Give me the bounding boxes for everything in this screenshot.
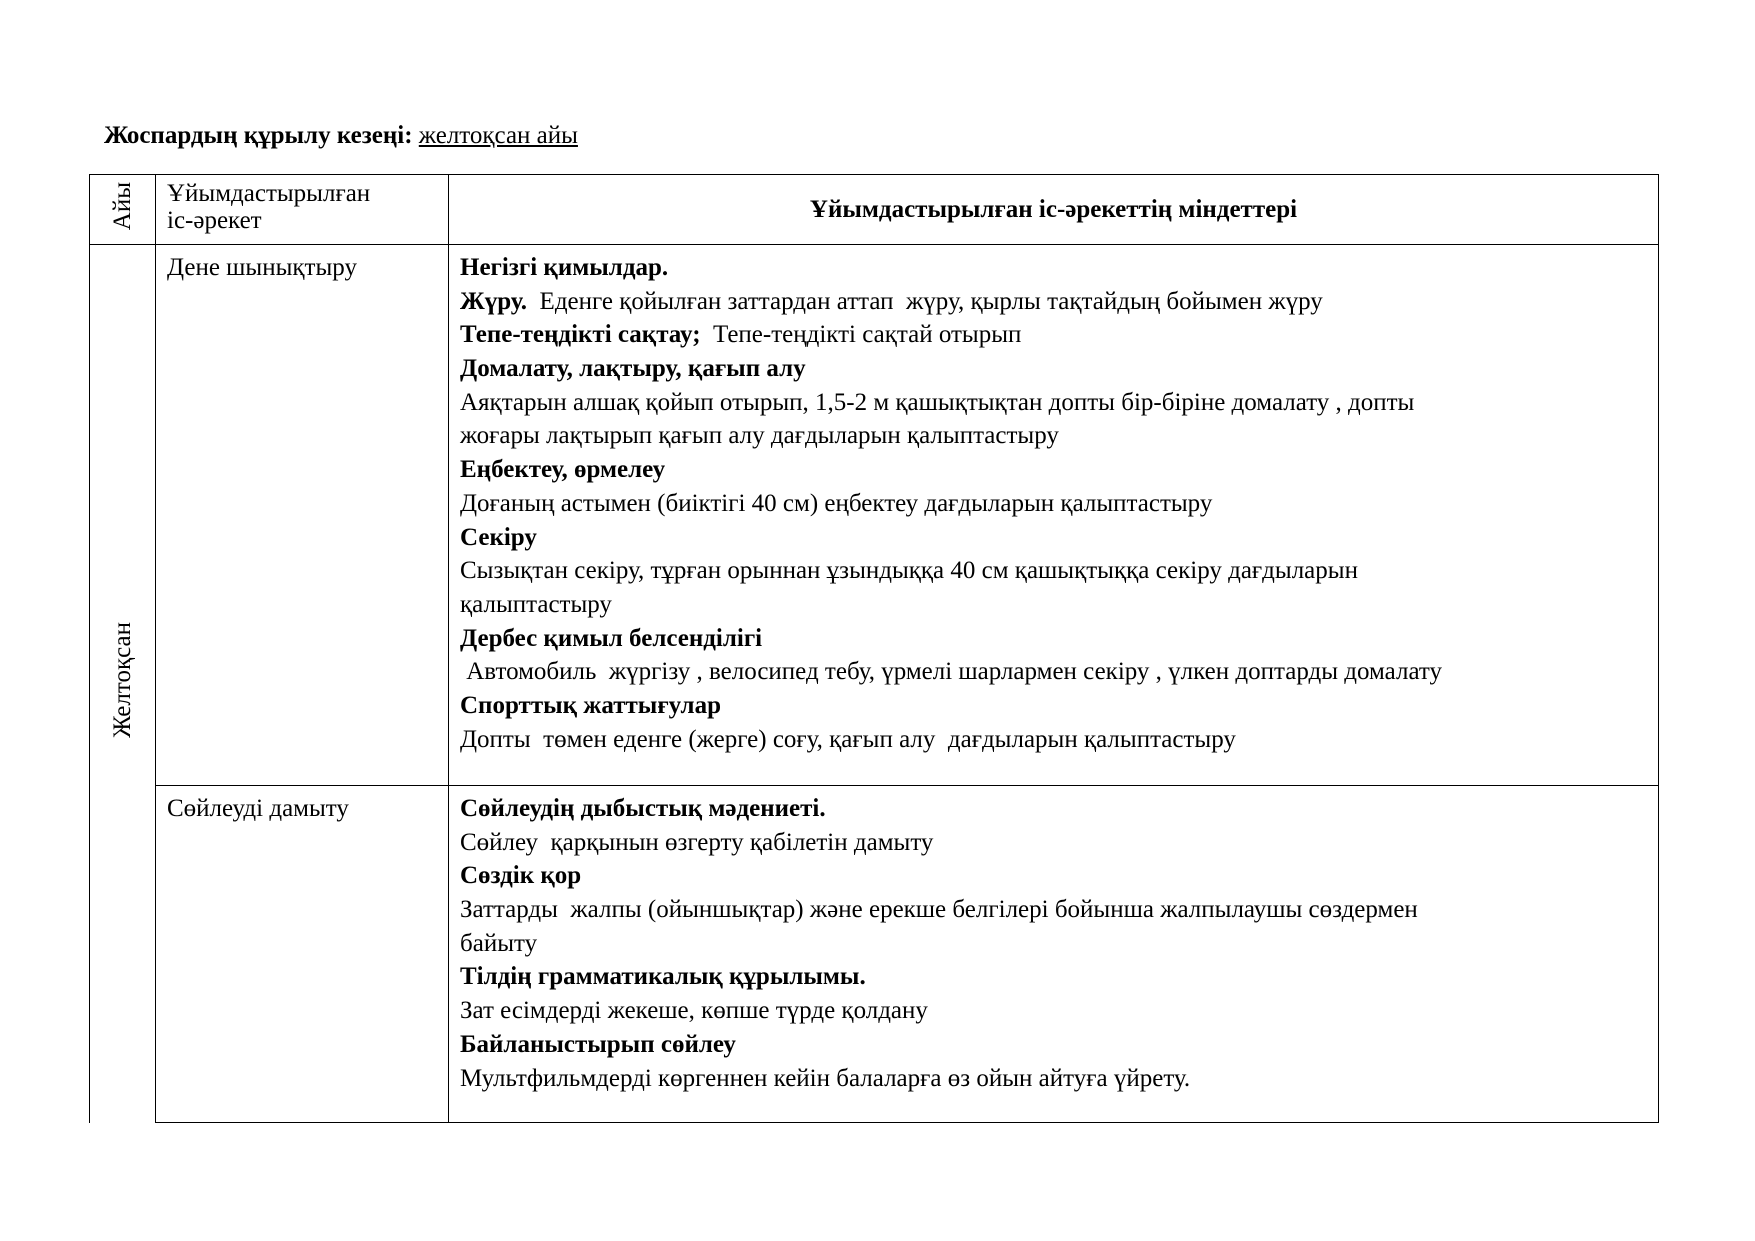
task-section-heading: Байланыстырып сөйлеу	[460, 1030, 736, 1058]
task-line: қалыптастыру	[460, 590, 612, 618]
task-section-heading: Сөздік қор	[460, 862, 582, 890]
task-line	[460, 285, 1658, 319]
plan-period-heading	[104, 119, 578, 153]
task-line	[460, 318, 1658, 352]
table-header-row	[90, 175, 1659, 245]
activity-header-line: іс-әрекет	[167, 207, 262, 234]
task-line: Заттарды жалпы (ойыншықтар) және ерекше белгілері бойынша жалпылаушы сөздермен	[460, 896, 1418, 924]
activity-cell: Дене шынықтыру	[156, 245, 449, 786]
activity-cell: Сөйлеуді дамыту	[156, 786, 449, 1123]
table-row	[90, 245, 1659, 786]
task-line-bold-part: Жүру.	[460, 287, 528, 315]
task-line-bold-part: Тепе-теңдікті сақтау;	[460, 321, 701, 349]
plan-period-value: желтоқсан айы	[418, 122, 578, 149]
task-line: Сызықтан секіру, тұрған орыннан ұзындыққа 40 см қашықтыққа секіру дағдыларын	[460, 557, 1358, 585]
month-column-header	[90, 175, 156, 245]
task-line: Доғаның астымен (биіктігі 40 см) еңбектеу дағдыларын қалыптастыру	[460, 489, 1213, 517]
task-line: Аяқтарын алшақ қойып отырып, 1,5-2 м қашықтықтан допты бір-біріне домалату , допты	[460, 388, 1415, 416]
task-section-heading: Домалату, лақтыру, қағып алу	[460, 355, 806, 383]
task-line-text-part: Тепе-теңдікті сақтай отырып	[700, 321, 1022, 349]
task-line-text-part: Еденге қойылған заттардан аттап жүру, қырлы тақтайдың бойымен жүру	[527, 287, 1323, 315]
task-section-heading: Еңбектеу, өрмелеу	[460, 456, 666, 484]
activity-column-header	[156, 175, 449, 245]
task-section-heading: Тілдің грамматикалық құрылымы.	[460, 963, 866, 991]
plan-period-label: Жоспардың құрылу кезеңі:	[104, 122, 413, 149]
tasks-cell	[449, 786, 1659, 1123]
task-line: Сөйлеу қарқынын өзгерту қабілетін дамыту	[460, 828, 934, 856]
task-line: Мультфильмдерді көргеннен кейін балаларға өз ойын айтуға үйрету.	[460, 1064, 1191, 1092]
tasks-column-header: Ұйымдастырылған іс-әрекеттің міндеттері	[449, 175, 1659, 245]
task-section-heading: Дербес қимыл белсенділігі	[460, 624, 763, 652]
month-header-text: Айы	[108, 181, 136, 231]
month-name: Желтоқсан	[108, 622, 136, 739]
task-section-heading: Сөйлеудің дыбыстық мәдениеті.	[460, 795, 826, 822]
task-line: жоғары лақтырып қағып алу дағдыларын қалыптастыру	[460, 422, 1059, 450]
table-row	[90, 786, 1659, 1123]
plan-table	[89, 174, 1659, 1123]
task-section-heading: Спорттық жаттығулар	[460, 691, 721, 719]
task-line: Допты төмен еденге (жерге) соғу, қағып алу дағдыларын қалыптастыру	[460, 725, 1236, 753]
month-cell	[90, 245, 156, 1123]
tasks-cell	[449, 245, 1659, 786]
task-line: Зат есімдерді жекеше, көпше түрде қолдану	[460, 997, 928, 1025]
task-section-heading: Секіру	[460, 523, 537, 551]
task-line: байыту	[460, 929, 538, 957]
task-line: Автомобиль жүргізу , велосипед тебу, үрмелі шарлармен секіру , үлкен доптарды домалату	[460, 658, 1442, 686]
task-section-heading: Негізгі қимылдар.	[460, 254, 669, 281]
activity-header-line: Ұйымдастырылған	[167, 180, 371, 207]
